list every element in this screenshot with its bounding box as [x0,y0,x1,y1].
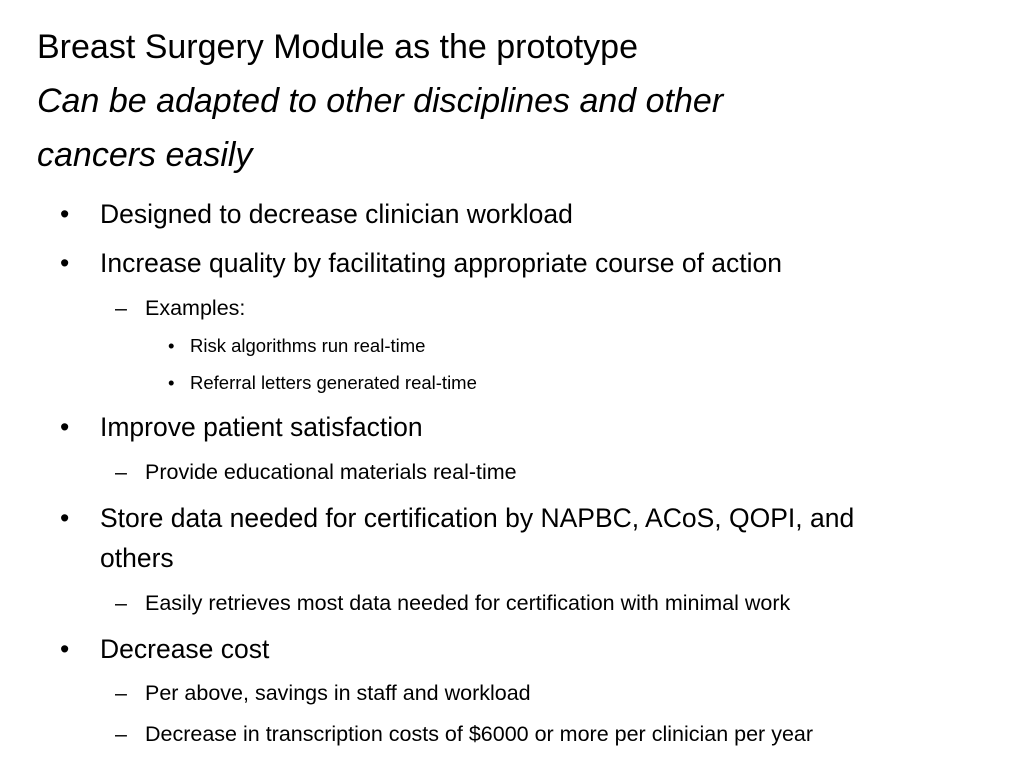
sub-bullet-text: Easily retrieves most data needed for certification with minimal work [145,591,791,615]
bullet-marker: • [60,634,70,664]
sub-sub-bullet-text: Referral letters generated real-time [190,372,477,393]
bullet-marker: • [60,412,70,442]
sub-bullet-text: Decrease in transcription costs of $6000 or more per clinician per year [145,722,814,746]
title-subtitle-line-1: Can be adapted to other disciplines and other [37,82,724,120]
bullet-marker: • [60,199,70,229]
dash-marker: – [115,296,127,320]
bullet-text: Increase quality by facilitating appropriate course of action [100,248,783,278]
bullet-text: Decrease cost [100,634,270,664]
bullet-text: Designed to decrease clinician workload [100,199,573,229]
bullet-marker: • [60,503,70,533]
bullet-marker: • [168,372,175,393]
bullet-text: Store data needed for certification by NAPBC, ACoS, QOPI, and [100,503,855,533]
bullet-text: others [100,543,174,573]
sub-bullet-text: Per above, savings in staff and workload [145,681,531,705]
sub-bullet-text: Provide educational materials real-time [145,460,517,484]
bullet-marker: • [168,335,175,356]
dash-marker: – [115,591,127,615]
dash-marker: – [115,681,127,705]
bullet-marker: • [60,248,70,278]
dash-marker: – [115,722,127,746]
bullet-text: Improve patient satisfaction [100,412,423,442]
title-main: Breast Surgery Module as the prototype [37,28,638,66]
sub-bullet-text: Examples: [145,296,246,320]
dash-marker: – [115,460,127,484]
sub-sub-bullet-text: Risk algorithms run real-time [190,335,426,356]
title-subtitle-line-2: cancers easily [37,136,253,174]
